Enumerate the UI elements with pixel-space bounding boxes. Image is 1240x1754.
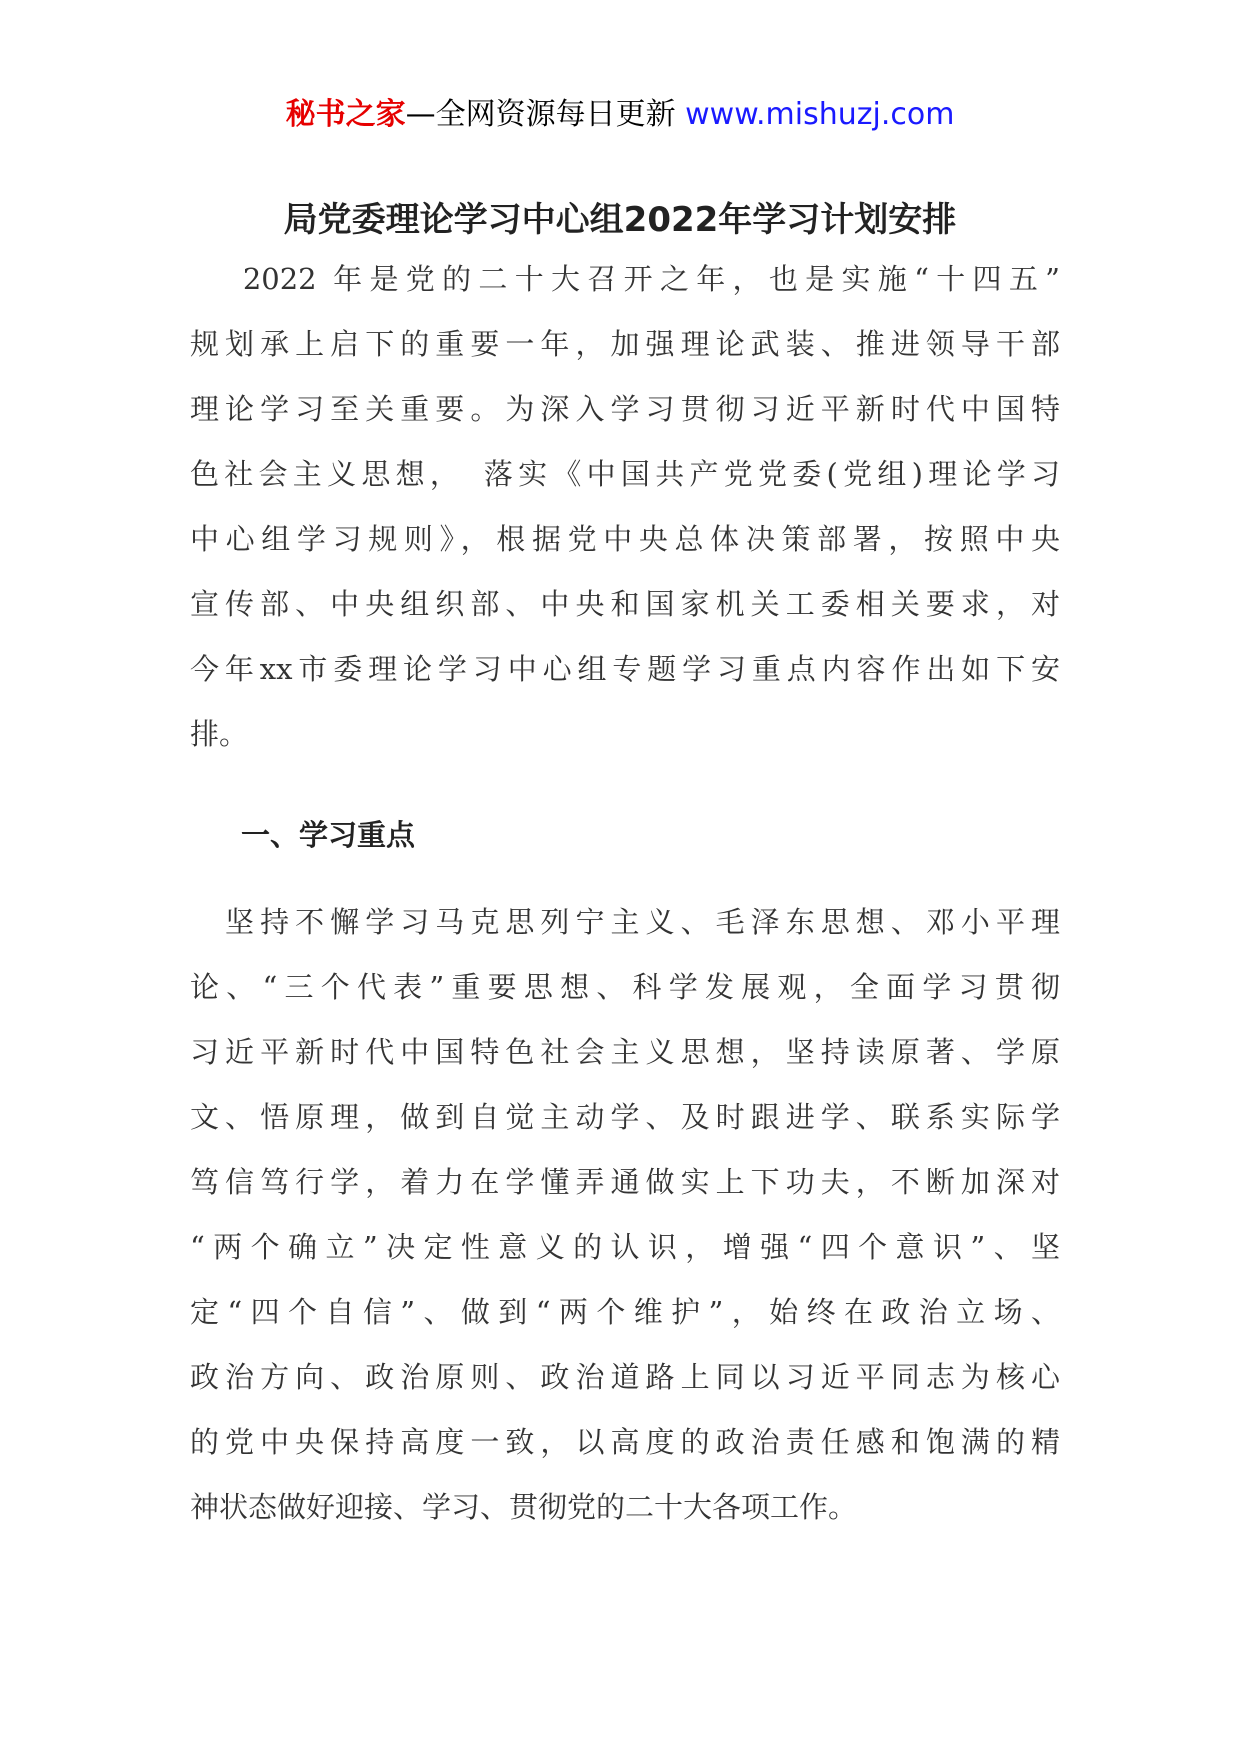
- section-heading: 一、学习重点: [241, 818, 416, 852]
- site-brand: 秘书之家: [285, 97, 406, 132]
- site-tagline: —全网资源每日更新: [405, 97, 676, 132]
- section-paragraph: [190, 890, 1060, 1540]
- site-url-link[interactable]: www.mishuzj.com: [685, 97, 955, 132]
- paragraph-line: 排。: [190, 717, 249, 751]
- paragraph-line: 习近平新时代中国特色社会主义思想，坚持读原著、学原: [190, 1035, 1060, 1069]
- paragraph-line: 文、悟原理，做到自觉主动学、及时跟进学、联系实际学: [190, 1100, 1060, 1134]
- paragraph-line: 定“四个自信”、做到“两个维护”，始终在政治立场、: [190, 1295, 1060, 1329]
- paragraph-line: 神状态做好迎接、学习、贯彻党的二十大各项工作。: [190, 1490, 858, 1524]
- paragraph-line: 中心组学习规则》，根据党中央总体决策部署，按照中央: [190, 522, 1060, 556]
- paragraph-line: 今年xx市委理论学习中心组专题学习重点内容作出如下安: [190, 652, 1060, 686]
- paragraph-line: 政治方向、政治原则、政治道路上同以习近平同志为核心: [190, 1360, 1060, 1394]
- paragraph-line: 理论学习至关重要。为深入学习贯彻习近平新时代中国特: [190, 392, 1060, 426]
- paragraph-line: “两个确立”决定性意义的认识，增强“四个意识”、坚: [190, 1230, 1060, 1264]
- document-title: 局党委理论学习中心组2022年学习计划安排: [283, 200, 957, 240]
- intro-paragraph: [190, 247, 1060, 767]
- paragraph-line: 规划承上启下的重要一年，加强理论武装、推进领导干部: [190, 327, 1060, 361]
- paragraph-line: 宣传部、中央组织部、中央和国家机关工委相关要求，对: [190, 587, 1060, 621]
- paragraph-line: 色社会主义思想， 落实《中国共产党党委(党组)理论学习: [190, 457, 1060, 491]
- paragraph-line: 2022 年是党的二十大召开之年，也是实施“十四五”: [190, 262, 1060, 296]
- paragraph-line: 笃信笃行学，着力在学懂弄通做实上下功夫，不断加深对: [190, 1165, 1060, 1199]
- paragraph-line: 论、“三个代表”重要思想、科学发展观，全面学习贯彻: [190, 970, 1060, 1004]
- site-header: [0, 95, 1240, 135]
- paragraph-line: 坚持不懈学习马克思列宁主义、毛泽东思想、邓小平理: [190, 905, 1060, 939]
- paragraph-line: 的党中央保持高度一致，以高度的政治责任感和饱满的精: [190, 1425, 1060, 1459]
